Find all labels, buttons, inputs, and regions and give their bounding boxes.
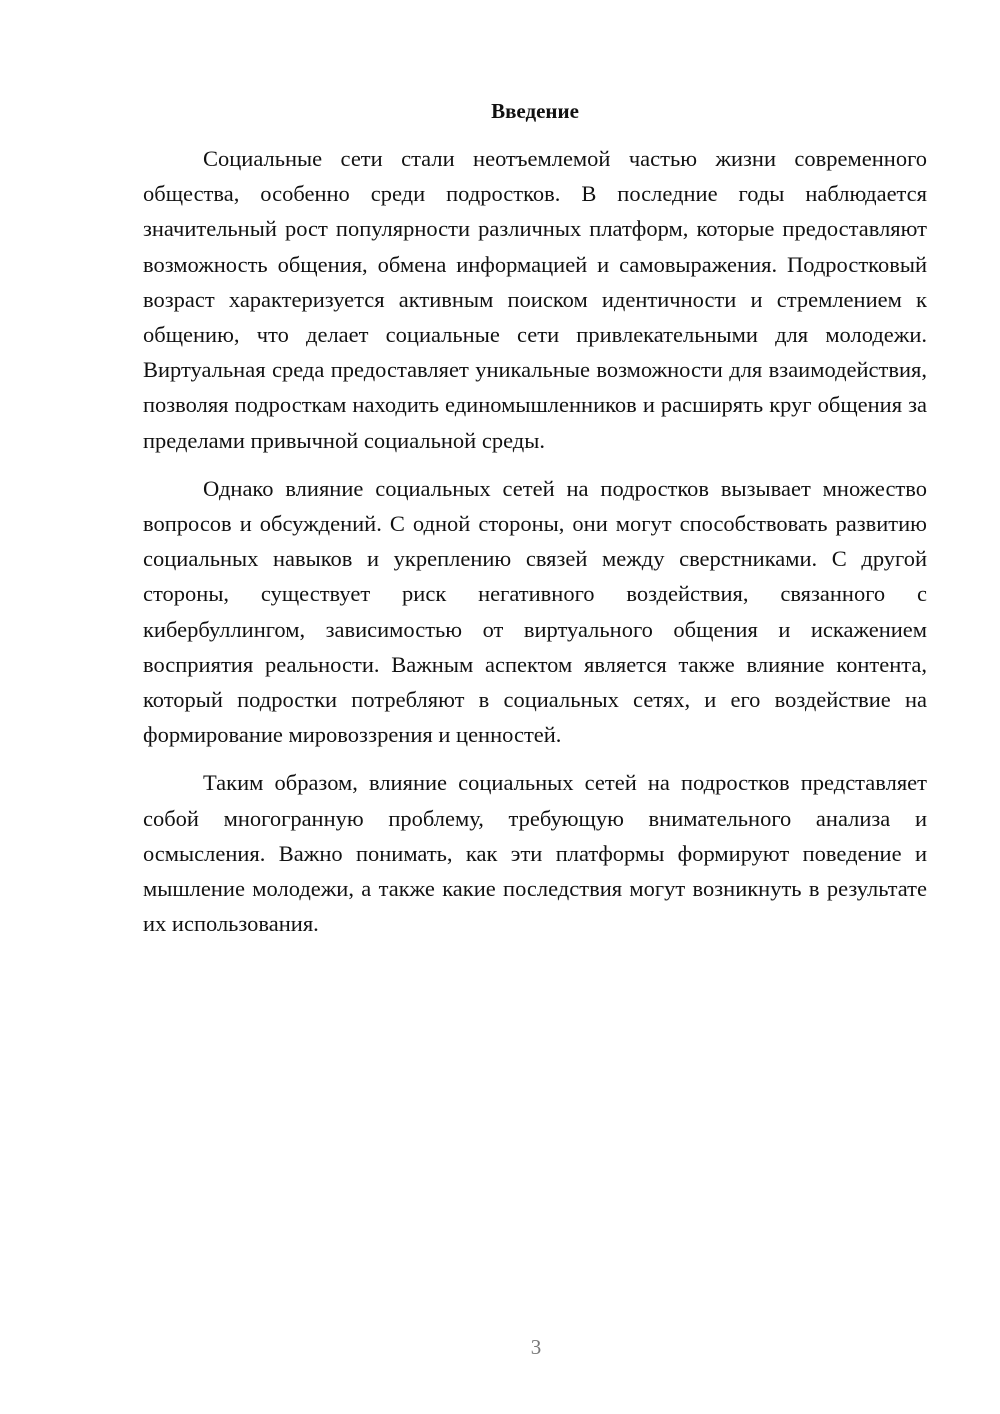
paragraph-3: Таким образом, влияние социальных сетей на подростков представляет собой многогранную проблему, требующую внимательного анализа и осмысления. Важно понимать, как эти платформы формируют поведение и мышление молодежи, а также какие последствия могут возникнуть в результате их использования. xyxy=(143,770,927,937)
paragraph-1: Социальные сети стали неотъемлемой частью жизни современного общества, особенно среди подростков. В последние годы наблюдается значительный рост популярности различных платформ, которые предоставляют возможность общения, обмена информацией и самовыражения. Подростковый возраст характеризуется активным поиском идентичности и стремлением к общению, что делает социальные сети привлекательными для молодежи. Виртуальная среда предоставляет уникальные возможности для взаимодействия, позволяя подросткам находить единомышленников и расширять круг общения за пределами привычной социальной среды. xyxy=(143,146,927,453)
section-heading: Введение xyxy=(491,99,579,123)
paragraph-2: Однако влияние социальных сетей на подростков вызывает множество вопросов и обсуждений. С одной стороны, они могут способствовать развитию социальных навыков и укреплению связей между сверстниками. С другой стороны, существует риск негативного воздействия, связанного с кибербуллингом, зависимостью от виртуального общения и искажением восприятия реальности. Важным аспектом является также влияние контента, который подростки потребляют в социальных сетях, и его воздействие на формирование мировоззрения и ценностей. xyxy=(143,475,927,748)
body-text xyxy=(143,141,927,941)
page-number: 3 xyxy=(530,1335,542,1359)
